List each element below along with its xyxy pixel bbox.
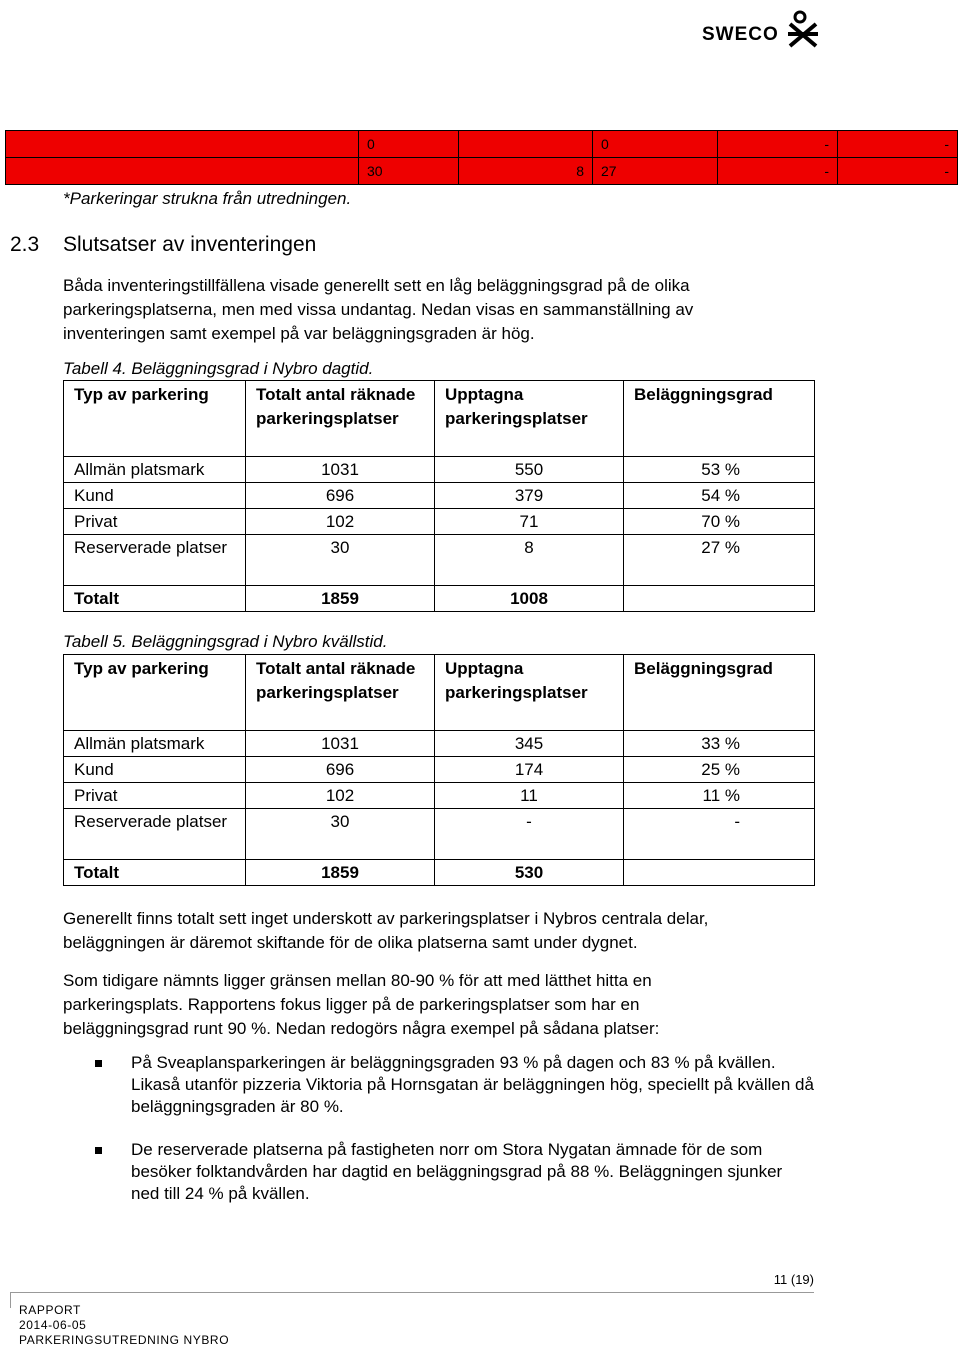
table-cell: 27 — [593, 158, 718, 185]
footnote: *Parkeringar strukna från utredningen. — [63, 189, 352, 208]
column-header: Beläggningsgrad — [624, 655, 815, 731]
table-cell: 11 — [435, 783, 624, 809]
table-cell: - — [435, 809, 624, 860]
table-cell: 11 % — [624, 783, 815, 809]
section-number: 2.3 — [10, 233, 40, 256]
table-cell: 8 — [435, 535, 624, 586]
sweco-logo — [700, 6, 820, 46]
table-cell: 174 — [435, 757, 624, 783]
table-cell: 0 — [359, 131, 459, 158]
column-header: Totalt antal räknade parkeringsplatser — [246, 381, 435, 457]
table-cell — [6, 131, 359, 158]
table-cell: 530 — [435, 860, 624, 886]
table-cell — [624, 586, 815, 612]
section-title: Slutsatser av inventeringen — [63, 233, 317, 256]
table-cell: 54 % — [624, 483, 815, 509]
column-header: Upptagna parkeringsplatser — [435, 381, 624, 457]
table-row — [64, 535, 815, 586]
column-header: Totalt antal räknade parkeringsplatser — [246, 655, 435, 731]
column-header: Upptagna parkeringsplatser — [435, 655, 624, 731]
table-cell: 30 — [246, 809, 435, 860]
footer-divider — [10, 1292, 814, 1293]
table-cell: 30 — [246, 535, 435, 586]
table-row — [64, 757, 815, 783]
table-cell: - — [718, 131, 838, 158]
text-line: inventeringen samt exempel på var beläggningsgraden är hög. — [63, 324, 535, 343]
list-item — [95, 1139, 815, 1205]
table-cell: 8 — [459, 158, 593, 185]
table-row — [6, 158, 958, 185]
text-line: Generellt finns totalt sett inget underskott av parkeringsplatser i Nybros centrala delar, — [63, 909, 709, 928]
table-cell: Totalt — [64, 586, 246, 612]
table-row — [64, 509, 815, 535]
table4-caption: Tabell 4. Beläggningsgrad i Nybro dagtid. — [63, 359, 374, 378]
table-cell: Allmän platsmark — [64, 731, 246, 757]
footer-doc-type: RAPPORT — [19, 1303, 81, 1317]
table-cell: Reserverade platser — [64, 809, 246, 860]
table-cell: Privat — [64, 783, 246, 809]
table-cell: - — [838, 131, 958, 158]
table-cell: Reserverade platser — [64, 535, 246, 586]
table-cell: 102 — [246, 783, 435, 809]
table-cell: 102 — [246, 509, 435, 535]
footer-divider-tick — [10, 1292, 11, 1308]
table-cell: 379 — [435, 483, 624, 509]
table-cell: 1008 — [435, 586, 624, 612]
table-cell — [459, 131, 593, 158]
table-cell: - — [718, 158, 838, 185]
list-item-text: På Sveaplansparkeringen är beläggningsgraden 93 % på dagen och 83 % på kvällen. Likaså utanför pizzeria Viktoria på Hornsgatan är beläggningen hög, speciellt på kvällen då beläggningsgraden är 80 %. — [131, 1053, 814, 1116]
text-line: beläggningen är däremot skiftande för de olika platserna samt under dygnet. — [63, 933, 638, 952]
table-cell: 70 % — [624, 509, 815, 535]
table-cell: - — [838, 158, 958, 185]
table-cell: Totalt — [64, 860, 246, 886]
table5-caption: Tabell 5. Beläggningsgrad i Nybro kvällstid. — [63, 632, 388, 651]
table-cell: 0 — [593, 131, 718, 158]
table-cell: Kund — [64, 757, 246, 783]
paragraph-summary — [63, 907, 823, 955]
table-row — [64, 809, 815, 860]
table-total-row — [64, 860, 815, 886]
page-number: 11 (19) — [773, 1272, 814, 1287]
table-total-row — [64, 586, 815, 612]
table-cell — [624, 860, 815, 886]
text-line: Båda inventeringstillfällena visade generellt sett en låg beläggningsgrad på de olika — [63, 276, 690, 295]
table-cell: 25 % — [624, 757, 815, 783]
bullet-square-icon — [95, 1060, 102, 1067]
list-item — [95, 1052, 815, 1118]
table-cell: Allmän platsmark — [64, 457, 246, 483]
table-row — [64, 783, 815, 809]
table-row — [64, 731, 815, 757]
table-cell: 27 % — [624, 535, 815, 586]
table-row — [6, 131, 958, 158]
highlighted-table-fragment — [5, 130, 958, 185]
table-cell: 696 — [246, 757, 435, 783]
logo-star-icon — [788, 10, 820, 48]
example-list — [95, 1052, 815, 1226]
footer-doc-title: PARKERINGSUTREDNING NYBRO — [19, 1333, 230, 1347]
intro-paragraph — [63, 274, 823, 346]
table-row — [64, 457, 815, 483]
table-cell: 33 % — [624, 731, 815, 757]
table4 — [63, 380, 815, 612]
text-line: Som tidigare nämnts ligger gränsen mellan 80-90 % för att med lätthet hitta en — [63, 971, 652, 990]
table-cell: 550 — [435, 457, 624, 483]
text-line: parkeringsplatserna, men med vissa undantag. Nedan visas en sammanställning av — [63, 300, 694, 319]
table-header-row — [64, 381, 815, 457]
table-cell: 1031 — [246, 731, 435, 757]
table5 — [63, 654, 815, 886]
text-line: parkeringsplats. Rapportens fokus ligger på de parkeringsplatser som har en — [63, 995, 640, 1014]
logo-text: SWECO — [702, 24, 779, 45]
column-header: Typ av parkering — [64, 381, 246, 457]
table-cell: 345 — [435, 731, 624, 757]
table-header-row — [64, 655, 815, 731]
table-cell: 1031 — [246, 457, 435, 483]
table-cell: 71 — [435, 509, 624, 535]
table-row — [64, 483, 815, 509]
table-cell: Privat — [64, 509, 246, 535]
list-item-text: De reserverade platserna på fastigheten norr om Stora Nygatan ämnade för de som besöker folktandvården har dagtid en beläggningsgrad på 88 %. Beläggningen sjunker ned till 24 % på kvällen. — [131, 1140, 783, 1203]
table-cell: 1859 — [246, 586, 435, 612]
bullet-square-icon — [95, 1147, 102, 1154]
column-header: Beläggningsgrad — [624, 381, 815, 457]
section-heading — [10, 233, 317, 257]
table-cell: - — [624, 809, 815, 860]
text-line: beläggningsgrad runt 90 %. Nedan redogörs några exempel på sådana platser: — [63, 1019, 660, 1038]
table-cell: 1859 — [246, 860, 435, 886]
table-cell: 696 — [246, 483, 435, 509]
column-header: Typ av parkering — [64, 655, 246, 731]
table-cell: 30 — [359, 158, 459, 185]
footer-date: 2014-06-05 — [19, 1318, 87, 1332]
paragraph-threshold — [63, 969, 823, 1041]
table-cell — [6, 158, 359, 185]
table-cell: Kund — [64, 483, 246, 509]
table-cell: 53 % — [624, 457, 815, 483]
